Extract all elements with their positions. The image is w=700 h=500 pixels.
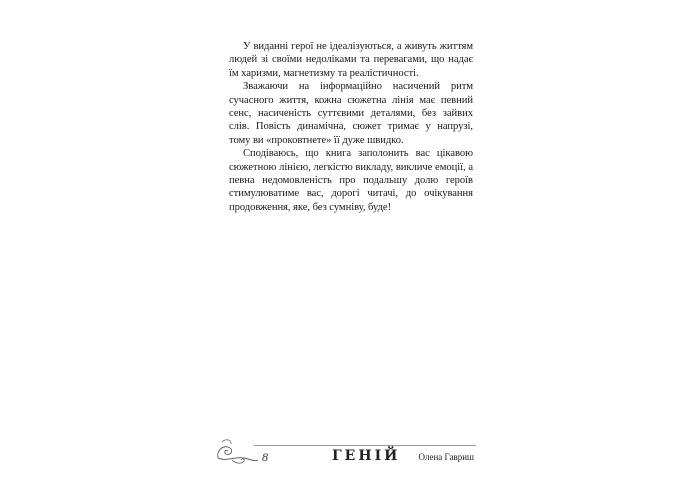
author-name: Олена Гавриш (418, 452, 474, 462)
body-text (229, 40, 473, 214)
flourish-ornament-icon (214, 436, 260, 466)
footer-rule (254, 445, 476, 446)
publisher-logo: ГЕНІЙ (332, 448, 401, 464)
page-number: 8 (262, 450, 268, 464)
paragraph-3: Сподіваюсь, що книга заполонить вас цікавою сюжетною лінією, легкістю викладу, викличе емоції, а певна недомовленість про подальшу долю героїв стимулюватиме вас, дорогі читачі, до очікування продовження, яке, без сумніву, буде! (229, 148, 473, 213)
page-footer (214, 436, 476, 470)
paragraph-2: Зважаючи на інформаційно насичений ритм сучасного життя, кожна сюжетна лінія має певний сенс, насиченість суттєвими деталями, без зайвих слів. Повість динамічна, сюжет тримає у напрузі, тому ви «проковтнете» її дуже швидко. (229, 81, 473, 146)
paragraph-1: У виданні герої не ідеалізуються, а живуть життям людей зі своїми недоліками та перевагами, що надає їм харизми, магнетизму та реалістичності. (229, 41, 473, 79)
